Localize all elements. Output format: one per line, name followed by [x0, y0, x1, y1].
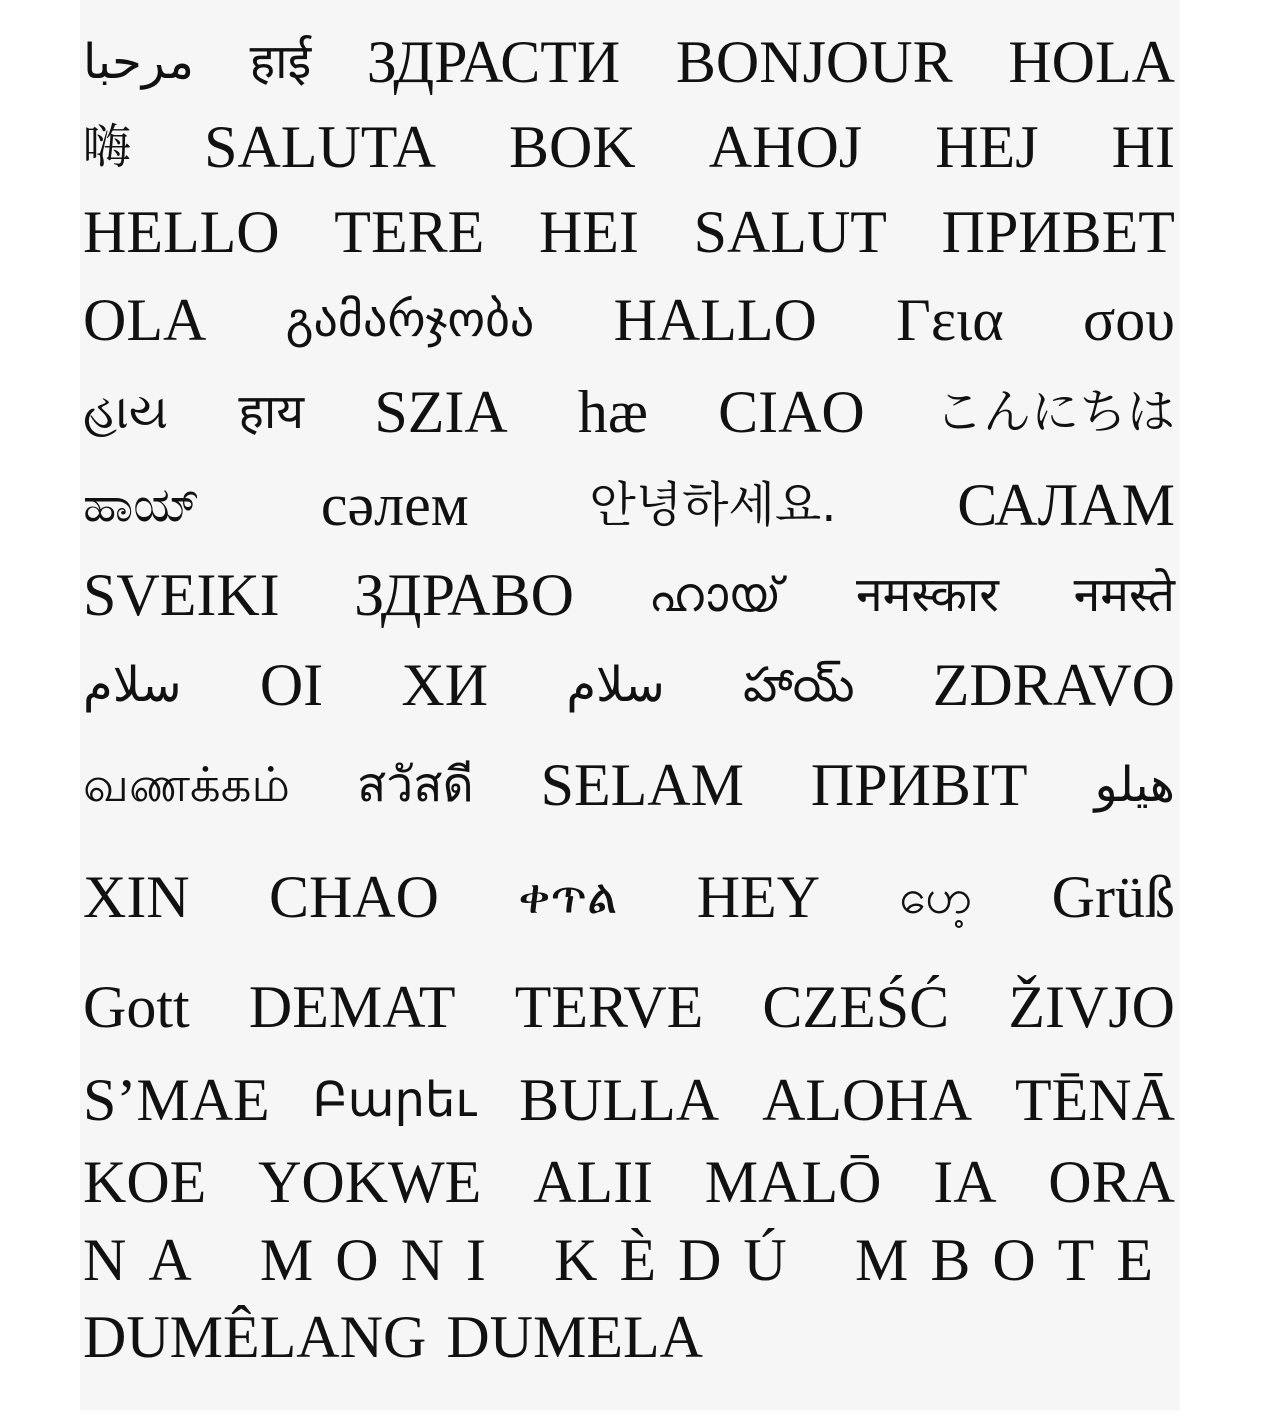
word-kazakh-hello: сәлем — [320, 471, 469, 538]
word-portuguese-oi: OI — [259, 651, 324, 718]
word-greek-geia: Γεια — [896, 286, 1004, 353]
word-spanish-hello: HOLA — [1008, 29, 1175, 95]
word-igbo-kedu: KÈDÚ — [554, 1226, 809, 1293]
word-icelandic-hello: hæ — [577, 379, 648, 445]
word-setswana-dumela: DUMELA — [446, 1304, 703, 1370]
word-na: NA — [83, 1226, 214, 1293]
word-breton-hello: DEMAT — [248, 974, 456, 1040]
word-arabic-marhaba: مرحبا — [83, 34, 194, 90]
text-line-14 — [83, 1222, 1175, 1297]
word-english-hello: HELLO — [83, 199, 280, 265]
word-german-hello: HALLO — [613, 286, 817, 353]
word-portuguese-hello: OLA — [83, 286, 207, 353]
word-welsh-hello: S’MAE — [83, 1066, 270, 1133]
word-chinese-hi: 嗨 — [83, 119, 132, 175]
word-marshallese-hello: YOKWE — [258, 1149, 482, 1215]
word-kyrgyz-salam: САЛАМ — [957, 471, 1175, 538]
word-marathi-namaskar: नमस्कार — [856, 566, 999, 623]
word-ukrainian-hello: ПРИВІТ — [810, 751, 1028, 818]
word-bulgarian-hello: ЗДРАСТИ — [366, 29, 621, 95]
text-line-13 — [83, 1142, 1175, 1222]
word-danish-hello: HEJ — [935, 114, 1039, 180]
word-slovenian-zivjo: ŽIVJO — [1008, 974, 1175, 1040]
word-french-salut: SALUT — [693, 199, 887, 265]
word-lingala-mbote: MBOTE — [854, 1226, 1175, 1293]
word-telugu-hi: హాయ్ — [743, 656, 855, 713]
word-russian-hello: ПРИВЕТ — [941, 199, 1175, 265]
word-tamil-hello: வணக்கம் — [83, 756, 291, 813]
word-latvian-hello: SVEIKI — [83, 561, 280, 628]
word-romanian-hello: SALUTA — [204, 114, 436, 180]
word-sesotho-dumelang: DUMÊLANG — [83, 1304, 427, 1370]
text-line-6 — [83, 457, 1175, 552]
word-tahitian-ia: IA — [933, 1149, 997, 1215]
word-hindi-hay: हाय — [238, 384, 305, 440]
word-tongan-hello: MALŌ — [704, 1149, 882, 1215]
word-estonian-hello: TERE — [334, 199, 485, 265]
word-english-hi: HI — [1111, 114, 1175, 180]
word-english-hey: HEY — [696, 864, 821, 930]
word-czech-hello: AHOJ — [708, 114, 863, 180]
word-finnish-hello: HEI — [538, 199, 639, 265]
text-line-7 — [83, 552, 1175, 637]
word-fijian-hello: BULLA — [519, 1066, 720, 1133]
word-german-gott: Gott — [83, 974, 190, 1040]
word-italian-hello: CIAO — [718, 379, 865, 445]
text-line-5 — [83, 367, 1175, 457]
text-line-2 — [83, 102, 1175, 192]
text-line-3 — [83, 192, 1175, 272]
word-german-gruss: Grüß — [1051, 864, 1175, 930]
word-turkish-hello: SELAM — [540, 751, 744, 818]
word-urdu-hello: هيلو — [1094, 756, 1175, 813]
text-line-9 — [83, 732, 1175, 837]
word-georgian-hello: გამარჯობა — [285, 291, 535, 348]
word-gujarati-hi: હાય — [83, 384, 169, 440]
word-hindi-hi: हाई — [249, 34, 312, 90]
word-vietnamese-xin: XIN — [83, 864, 190, 930]
word-maori-tena: TĒNĀ — [1015, 1066, 1175, 1133]
word-macedonian-hello: ЗДРАВО — [354, 561, 574, 628]
text-line-4 — [83, 272, 1175, 367]
word-greek-sou: σου — [1082, 286, 1175, 353]
word-amharic-phrase: ቀጥል — [518, 869, 618, 925]
word-slovenian-hello: ZDRAVO — [932, 651, 1175, 718]
word-japanese-hello: こんにちは — [934, 384, 1175, 440]
greetings-text-block — [83, 22, 1175, 1377]
word-persian-salam: سلام — [83, 656, 182, 713]
word-korean-hello: 안녕하세요. — [589, 476, 837, 533]
word-polish-hello: CZEŚĆ — [762, 974, 950, 1040]
word-serbian-hi: ХИ — [401, 651, 489, 718]
word-hungarian-hello: SZIA — [374, 379, 508, 445]
word-nepali-namaste: नमस्ते — [1073, 566, 1175, 623]
word-tahitian-ora: ORA — [1048, 1149, 1175, 1215]
text-line-1 — [83, 22, 1175, 102]
text-line-8 — [83, 637, 1175, 732]
word-palauan-hello: ALII — [533, 1149, 654, 1215]
word-hawaiian-hello: ALOHA — [762, 1066, 973, 1133]
text-line-15 — [83, 1297, 1175, 1377]
text-line-12 — [83, 1057, 1175, 1142]
word-croatian-hello: BOK — [509, 114, 636, 180]
word-vietnamese-chao: CHAO — [268, 864, 439, 930]
word-urdu-salam: سلام — [566, 656, 665, 713]
text-line-11 — [83, 957, 1175, 1057]
word-kannada-hi: ಹಾಯ್ — [83, 476, 201, 533]
word-maori-koe: KOE — [83, 1149, 207, 1215]
word-moni: MONI — [259, 1226, 508, 1293]
word-french-hello: BONJOUR — [675, 29, 953, 95]
text-line-10 — [83, 837, 1175, 957]
word-thai-hello: สวัสดี — [356, 756, 474, 813]
word-malayalam-hi: ഹായ് — [648, 566, 782, 623]
word-armenian-hello: Բարեւ — [312, 1071, 477, 1128]
word-finnish-terve: TERVE — [514, 974, 704, 1040]
word-burmese-hey: ဟေ့ — [899, 869, 973, 925]
